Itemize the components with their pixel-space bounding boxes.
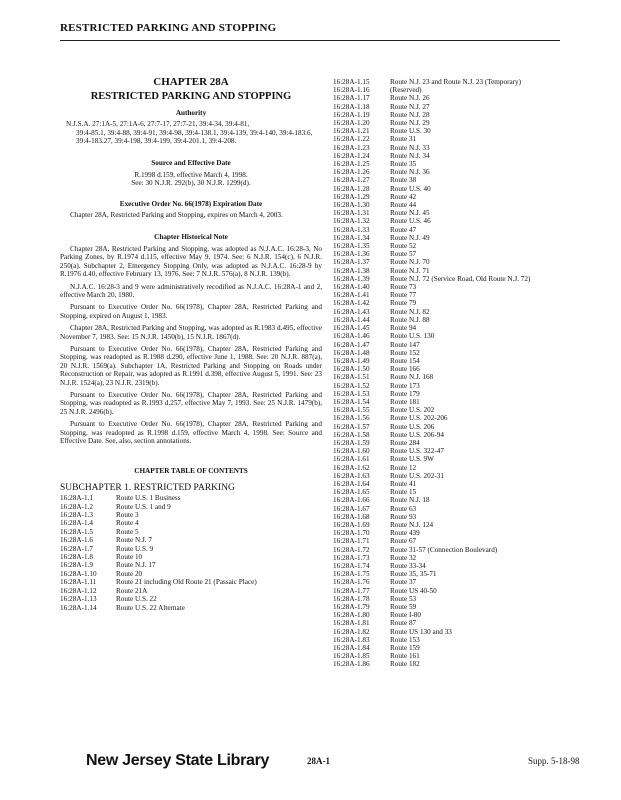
toc-section-number: 16:28A-1.69 — [333, 520, 370, 529]
right-column — [333, 78, 593, 669]
subchapter-title: SUBCHAPTER 1. RESTRICTED PARKING — [60, 482, 235, 493]
toc-section-title: Route N.J. 18 — [390, 496, 430, 505]
toc-section-number: 16:28A-1.32 — [333, 217, 370, 226]
toc-section-title: Route 154 — [390, 356, 420, 365]
toc-section-title: Route N.J. 88 — [390, 315, 430, 324]
toc-entry — [333, 431, 593, 439]
toc-section-number: 16:28A-1.4 — [60, 519, 93, 528]
toc-entry — [333, 644, 593, 652]
toc-entry — [333, 570, 593, 578]
toc-section-title: Route 73 — [390, 283, 417, 292]
toc-section-number: 16:28A-1.56 — [333, 414, 370, 423]
toc-section-title: Route N.J. 7 — [116, 536, 152, 545]
toc-section-title: Route U.S. 206-94 — [390, 430, 444, 439]
toc-entry — [60, 587, 322, 595]
toc-section-title: Route 10 — [116, 553, 143, 562]
source-line-2: See: 30 N.J.R. 292(b), 30 N.J.R. 1299(d). — [131, 179, 251, 188]
toc-entry — [333, 94, 593, 102]
toc-section-title: Route US 130 and 33 — [390, 627, 452, 636]
toc-section-title: Route 159 — [390, 644, 420, 653]
toc-section-number: 16:28A-1.71 — [333, 537, 370, 546]
toc-entry — [333, 496, 593, 504]
toc-entry — [333, 135, 593, 143]
toc-section-number: 16:28A-1.20 — [333, 119, 370, 128]
toc-section-title: Route 12 — [390, 463, 417, 472]
toc-entry — [60, 519, 322, 527]
toc-section-title: Route 3 — [116, 511, 139, 520]
toc-section-number: 16:28A-1.67 — [333, 504, 370, 513]
authority-heading: Authority — [175, 108, 207, 117]
toc-section-title: Route 182 — [390, 660, 420, 669]
toc-entry — [333, 209, 593, 217]
toc-entry — [333, 628, 593, 636]
toc-section-title: Route 42 — [390, 192, 417, 201]
toc-entry — [333, 86, 593, 94]
toc-right-list — [333, 78, 593, 669]
toc-section-number: 16:28A-1.42 — [333, 299, 370, 308]
toc-section-number: 16:28A-1.13 — [60, 595, 97, 604]
toc-section-title: Route 53 — [390, 594, 417, 603]
toc-section-number: 16:28A-1.47 — [333, 340, 370, 349]
toc-heading: CHAPTER TABLE OF CONTENTS — [134, 467, 248, 476]
toc-section-number: 16:28A-1.10 — [60, 569, 97, 578]
toc-section-number: 16:28A-1.5 — [60, 527, 93, 536]
toc-entry — [333, 160, 593, 168]
chapter-number: CHAPTER 28A — [153, 76, 229, 88]
toc-section-title: Route U.S. 1 and 9 — [116, 502, 171, 511]
toc-entry — [333, 152, 593, 160]
toc-section-number: 16:28A-1.79 — [333, 603, 370, 611]
footer-library-name: New Jersey State Library — [86, 752, 270, 769]
toc-entry — [333, 349, 593, 357]
toc-entry — [333, 439, 593, 447]
exec-order-heading: Executive Order No. 66(1978) Expiration Date — [119, 199, 263, 208]
history-paragraph: Chapter 28A, Restricted Parking and Stopping, was adopted as N.J.A.C. 16:28-3, No Parking Zones, by R.1974 d.115, effective May 9, 1974. See: 6 N.J.R. 154(c), 6 N.J.R. 250(a). Subchapter 2, Emergency Stopping Only, was adopted as N.J.A.C. 16:28-9 by R.1976 d.40, effective February 13, 1976. See: 7 N.J.R. 576(a), 8 N.J.R. 139(b). — [60, 244, 322, 279]
toc-section-number: 16:28A-1.48 — [333, 348, 370, 357]
toc-section-title: Route 439 — [390, 529, 420, 538]
toc-section-title: Route 147 — [390, 340, 420, 349]
toc-section-number: 16:28A-1.63 — [333, 471, 370, 480]
toc-section-title: Route 33-34 — [390, 561, 426, 570]
toc-entry — [333, 144, 593, 152]
toc-section-title: Route 38 — [390, 176, 417, 185]
history-notes — [60, 245, 322, 446]
toc-entry — [333, 332, 593, 340]
toc-entry — [333, 111, 593, 119]
toc-section-title: Route 77 — [390, 291, 417, 300]
toc-entry — [333, 537, 593, 545]
toc-entry — [60, 561, 322, 569]
toc-entry — [333, 595, 593, 603]
toc-section-number: 16:28A-1.46 — [333, 332, 370, 341]
toc-section-number: 16:28A-1.61 — [333, 455, 370, 464]
toc-section-number: 16:28A-1.59 — [333, 438, 370, 447]
toc-entry — [333, 521, 593, 529]
toc-entry — [333, 201, 593, 209]
toc-section-title: Route 67 — [390, 537, 417, 546]
toc-section-title: (Reserved) — [390, 86, 422, 95]
footer-supplement-date: Supp. 5-18-98 — [528, 756, 580, 766]
toc-section-number: 16:28A-1.25 — [333, 160, 370, 169]
toc-entry — [60, 578, 322, 586]
toc-section-title: Route N.J. 28 — [390, 110, 430, 119]
history-paragraph: Pursuant to Executive Order No. 66(1978), Chapter 28A, Restricted Parking and Stopping, was readopted as R.1998 d.159, effective March 4, 1998. See: Source and Effective Date. See, also, section annotations. — [60, 420, 322, 445]
toc-section-title: Route 47 — [390, 225, 417, 234]
toc-entry — [60, 528, 322, 536]
toc-section-title: Route N.J. 26 — [390, 94, 430, 103]
toc-entry — [333, 78, 593, 86]
toc-section-title: Route U.S. 202 — [390, 406, 435, 415]
toc-entry — [333, 382, 593, 390]
toc-entry — [333, 250, 593, 258]
toc-section-number: 16:28A-1.12 — [60, 586, 97, 595]
toc-section-number: 16:28A-1.64 — [333, 479, 370, 488]
toc-section-number: 16:28A-1.15 — [333, 78, 370, 86]
toc-section-number: 16:28A-1.21 — [333, 127, 370, 136]
toc-section-number: 16:28A-1.40 — [333, 283, 370, 292]
toc-section-number: 16:28A-1.31 — [333, 209, 370, 218]
toc-entry — [333, 414, 593, 422]
toc-section-number: 16:28A-1.52 — [333, 381, 370, 390]
toc-section-title: Route N.J. 45 — [390, 209, 430, 218]
toc-section-number: 16:28A-1.22 — [333, 135, 370, 144]
toc-section-title: Route 79 — [390, 299, 417, 308]
toc-section-number: 16:28A-1.73 — [333, 553, 370, 562]
toc-entry — [333, 234, 593, 242]
chapter-title: RESTRICTED PARKING AND STOPPING — [90, 91, 292, 103]
toc-section-title: Route U.S. 22 Alternate — [116, 603, 185, 612]
toc-entry — [60, 595, 322, 603]
toc-entry — [60, 545, 322, 553]
toc-section-title: Route U.S. 22 — [116, 595, 157, 604]
toc-section-title: Route N.J. 124 — [390, 520, 434, 529]
toc-section-number: 16:28A-1.83 — [333, 635, 370, 644]
toc-entry — [333, 554, 593, 562]
toc-section-title: Route 181 — [390, 397, 420, 406]
toc-section-title: Route 32 — [390, 553, 417, 562]
toc-entry — [333, 357, 593, 365]
toc-section-title: Route 31-57 (Connection Boulevard) — [390, 545, 498, 554]
toc-section-title: Route 179 — [390, 389, 420, 398]
toc-section-number: 16:28A-1.77 — [333, 586, 370, 595]
history-paragraph: Pursuant to Executive Order No. 66(1978), Chapter 28A, Restricted Parking and Stopping, was readopted as R.1988 d.290, effective June 1, 1988. See: 20 N.J.R. 887(a), 20 N.J.R. 1569(a). Subchapter 1A, Restricted Parking and Stopping on Roads under Reconstruction or Repair, was adopted as R.1991 d.398, effective August 5, 1991. See: 23 N.J.R. 1524(a), 23 N.J.R. 2319(b). — [60, 344, 322, 387]
toc-section-number: 16:28A-1.35 — [333, 242, 370, 251]
toc-entry — [333, 464, 593, 472]
toc-section-number: 16:28A-1.39 — [333, 274, 370, 283]
toc-section-number: 16:28A-1.54 — [333, 397, 370, 406]
toc-section-title: Route U.S. 46 — [390, 217, 431, 226]
toc-section-number: 16:28A-1.36 — [333, 250, 370, 259]
toc-entry — [333, 365, 593, 373]
toc-section-title: Route N.J. 34 — [390, 151, 430, 160]
toc-section-number: 16:28A-1.9 — [60, 561, 93, 570]
toc-section-title: Route N.J. 71 — [390, 266, 430, 275]
toc-section-number: 16:28A-1.62 — [333, 463, 370, 472]
toc-section-title: Route N.J. 23 and Route N.J. 23 (Temporary) — [390, 78, 522, 86]
toc-section-title: Route N.J. 17 — [116, 561, 156, 570]
toc-section-title: Route U.S. 206 — [390, 422, 435, 431]
toc-section-title: Route N.J. 72 (Service Road, Old Route N.J. 72) — [390, 274, 531, 283]
toc-entry — [60, 494, 322, 502]
toc-entry — [333, 398, 593, 406]
toc-section-title: Route N.J. 33 — [390, 143, 430, 152]
toc-entry — [333, 603, 593, 611]
running-head: RESTRICTED PARKING AND STOPPING — [60, 22, 277, 34]
footer-page-number: 28A-1 — [307, 756, 330, 766]
toc-section-number: 16:28A-1.17 — [333, 94, 370, 103]
toc-entry — [333, 660, 593, 668]
toc-section-number: 16:28A-1.57 — [333, 422, 370, 431]
toc-entry — [333, 119, 593, 127]
toc-section-title: Route 59 — [390, 603, 417, 611]
toc-entry — [60, 570, 322, 578]
toc-section-title: Route U.S. 9 — [116, 544, 154, 553]
toc-entry — [333, 258, 593, 266]
toc-section-number: 16:28A-1.49 — [333, 356, 370, 365]
toc-section-number: 16:28A-1.29 — [333, 192, 370, 201]
toc-entry — [333, 275, 593, 283]
toc-entry — [333, 291, 593, 299]
toc-section-title: Route U.S. 30 — [390, 127, 431, 136]
toc-section-title: Route U.S. 322-47 — [390, 447, 444, 456]
toc-entry — [333, 226, 593, 234]
toc-entry — [333, 242, 593, 250]
toc-section-title: Route 57 — [390, 250, 417, 259]
toc-entry — [333, 488, 593, 496]
history-paragraph: Pursuant to Executive Order No. 66(1978), Chapter 28A, Restricted Parking and Stopping, was readopted as R.1993 d.257, effective May 7, 1993. See: 25 N.J.R. 1479(b), 25 N.J.R. 2496(b). — [60, 390, 322, 416]
toc-section-number: 16:28A-1.6 — [60, 536, 93, 545]
toc-entry — [333, 373, 593, 381]
toc-section-number: 16:28A-1.33 — [333, 225, 370, 234]
toc-section-number: 16:28A-1.85 — [333, 652, 370, 661]
toc-section-number: 16:28A-1.38 — [333, 266, 370, 275]
toc-entry — [333, 176, 593, 184]
toc-entry — [333, 587, 593, 595]
toc-section-title: Route 94 — [390, 324, 417, 333]
toc-section-title: Route N.J. 70 — [390, 258, 430, 267]
toc-section-number: 16:28A-1.76 — [333, 578, 370, 587]
toc-entry — [333, 168, 593, 176]
toc-entry — [333, 103, 593, 111]
toc-entry — [333, 217, 593, 225]
toc-section-number: 16:28A-1.23 — [333, 143, 370, 152]
toc-section-number: 16:28A-1.41 — [333, 291, 370, 300]
toc-section-number: 16:28A-1.11 — [60, 578, 97, 587]
toc-section-title: Route 21 including Old Route 21 (Passaic Place) — [116, 578, 257, 587]
toc-section-title: Route U.S. 130 — [390, 332, 435, 341]
toc-section-number: 16:28A-1.68 — [333, 512, 370, 521]
toc-section-number: 16:28A-1.16 — [333, 86, 370, 95]
toc-entry — [333, 324, 593, 332]
toc-entry — [333, 619, 593, 627]
toc-section-title: Route 44 — [390, 201, 417, 210]
toc-section-number: 16:28A-1.26 — [333, 168, 370, 177]
history-paragraph: Chapter 28A, Restricted Parking and Stopping, was adopted as R.1983 d.495, effective November 7, 1983. See: 15 N.J.R. 1450(b), 15 N.J.R. 1867(d). — [60, 324, 322, 341]
toc-section-title: Route N.J. 36 — [390, 168, 430, 177]
toc-section-title: Route US 40-50 — [390, 586, 437, 595]
toc-entry — [60, 511, 322, 519]
toc-entry — [333, 652, 593, 660]
toc-section-title: Route 37 — [390, 578, 417, 587]
toc-entry — [333, 447, 593, 455]
toc-entry — [333, 611, 593, 619]
toc-section-title: Route 166 — [390, 365, 420, 374]
toc-left-list — [60, 494, 322, 612]
toc-entry — [60, 553, 322, 561]
toc-section-number: 16:28A-1.81 — [333, 619, 370, 628]
authority-text — [60, 120, 322, 145]
toc-entry — [333, 193, 593, 201]
toc-entry — [333, 316, 593, 324]
toc-section-title: Route 35 — [390, 160, 417, 169]
toc-section-number: 16:28A-1.84 — [333, 644, 370, 653]
toc-section-number: 16:28A-1.18 — [333, 102, 370, 111]
toc-section-number: 16:28A-1.37 — [333, 258, 370, 267]
toc-section-number: 16:28A-1.1 — [60, 494, 93, 503]
toc-section-title: Route 153 — [390, 635, 420, 644]
history-heading: Chapter Historical Note — [154, 233, 228, 242]
toc-entry — [333, 185, 593, 193]
toc-section-title: Route 20 — [116, 569, 143, 578]
toc-entry — [333, 390, 593, 398]
toc-section-title: Route N.J. 82 — [390, 307, 430, 316]
toc-section-number: 16:28A-1.65 — [333, 488, 370, 497]
toc-section-number: 16:28A-1.60 — [333, 447, 370, 456]
toc-section-title: Route U.S. 40 — [390, 184, 431, 193]
toc-section-title: Route 173 — [390, 381, 420, 390]
toc-section-title: Route U.S. 9W — [390, 455, 434, 464]
toc-section-number: 16:28A-1.75 — [333, 570, 370, 579]
toc-section-number: 16:28A-1.19 — [333, 110, 370, 119]
toc-entry — [333, 423, 593, 431]
toc-section-title: Route 41 — [390, 479, 417, 488]
toc-section-number: 16:28A-1.14 — [60, 603, 97, 612]
toc-section-number: 16:28A-1.27 — [333, 176, 370, 185]
history-paragraph: Pursuant to Executive Order No. 66(1978), Chapter 28A, Restricted Parking and Stopping, expired on August 1, 1983. — [60, 303, 322, 320]
toc-section-number: 16:28A-1.7 — [60, 544, 93, 553]
toc-entry — [333, 636, 593, 644]
toc-section-title: Route U.S. 202-206 — [390, 414, 448, 423]
toc-section-title: Route N.J. 49 — [390, 233, 430, 242]
toc-entry — [333, 472, 593, 480]
toc-section-title: Route 35, 35-71 — [390, 570, 437, 579]
toc-entry — [333, 308, 593, 316]
toc-section-number: 16:28A-1.45 — [333, 324, 370, 333]
toc-entry — [333, 578, 593, 586]
toc-section-number: 16:28A-1.82 — [333, 627, 370, 636]
exec-order-text: Chapter 28A, Restricted Parking and Stopping, expires on March 4, 2003. — [70, 211, 283, 220]
toc-entry — [333, 127, 593, 135]
toc-section-number: 16:28A-1.8 — [60, 553, 93, 562]
toc-section-title: Route N.J. 168 — [390, 373, 434, 382]
toc-section-number: 16:28A-1.44 — [333, 315, 370, 324]
toc-section-number: 16:28A-1.55 — [333, 406, 370, 415]
toc-section-title: Route 31 — [390, 135, 417, 144]
toc-entry — [60, 536, 322, 544]
toc-section-title: Route 161 — [390, 652, 420, 661]
toc-section-title: Route 52 — [390, 242, 417, 251]
toc-entry — [333, 406, 593, 414]
authority-text-line-1: N.J.S.A. 27:1A-5, 27:1A-6, 27:7-17, 27:7-21, 39:4-34, 39:4-81, — [66, 120, 250, 129]
toc-section-number: 16:28A-1.74 — [333, 561, 370, 570]
toc-entry — [60, 604, 322, 612]
toc-section-number: 16:28A-1.86 — [333, 660, 370, 669]
source-line-1: R.1998 d.159, effective March 4, 1998. — [134, 170, 248, 179]
toc-section-title: Route U.S. 1 Business — [116, 494, 181, 503]
toc-section-number: 16:28A-1.66 — [333, 496, 370, 505]
toc-entry — [333, 505, 593, 513]
toc-section-title: Route 63 — [390, 504, 417, 513]
toc-section-title: Route 15 — [390, 488, 417, 497]
toc-section-title: Route U.S. 202-31 — [390, 471, 444, 480]
toc-entry — [333, 455, 593, 463]
toc-entry — [333, 562, 593, 570]
toc-section-number: 16:28A-1.58 — [333, 430, 370, 439]
toc-entry — [333, 267, 593, 275]
toc-section-title: Route I-80 — [390, 611, 421, 620]
toc-section-number: 16:28A-1.51 — [333, 373, 370, 382]
toc-entry — [333, 529, 593, 537]
toc-entry — [333, 341, 593, 349]
toc-section-title: Route 152 — [390, 348, 420, 357]
toc-entry — [333, 283, 593, 291]
toc-section-number: 16:28A-1.30 — [333, 201, 370, 210]
toc-section-title: Route 21A — [116, 586, 148, 595]
toc-section-number: 16:28A-1.53 — [333, 389, 370, 398]
toc-section-number: 16:28A-1.78 — [333, 594, 370, 603]
toc-entry — [60, 503, 322, 511]
toc-section-number: 16:28A-1.70 — [333, 529, 370, 538]
history-paragraph: N.J.A.C. 16:28-3 and 9 were administratively recodified as N.J.A.C. 16:28A-1 and 2, effective March 20, 1980. — [60, 282, 322, 299]
toc-section-number: 16:28A-1.2 — [60, 502, 93, 511]
toc-section-number: 16:28A-1.34 — [333, 233, 370, 242]
toc-section-title: Route 4 — [116, 519, 139, 528]
left-column — [60, 78, 322, 612]
toc-section-number: 16:28A-1.28 — [333, 184, 370, 193]
toc-section-number: 16:28A-1.24 — [333, 151, 370, 160]
authority-text-line-2: 39:4-85.1, 39:4-88, 39:4-91, 39:4-98, 39:4-138.1, 39:4-139, 39:4-140, 39:4-183.6, 39:4-183.27, 39:4-198, 39:4-199, 39:4-201.1, 39:4-208. — [76, 128, 313, 146]
toc-section-number: 16:28A-1.43 — [333, 307, 370, 316]
toc-section-title: Route 93 — [390, 512, 417, 521]
toc-section-title: Route 5 — [116, 527, 139, 536]
toc-section-number: 16:28A-1.72 — [333, 545, 370, 554]
toc-section-number: 16:28A-1.3 — [60, 511, 93, 520]
toc-section-title: Route N.J. 27 — [390, 102, 430, 111]
toc-entry — [333, 546, 593, 554]
toc-entry — [333, 480, 593, 488]
toc-section-title: Route 87 — [390, 619, 417, 628]
toc-entry — [333, 513, 593, 521]
toc-section-number: 16:28A-1.50 — [333, 365, 370, 374]
toc-entry — [333, 299, 593, 307]
source-heading: Source and Effective Date — [151, 159, 231, 168]
toc-section-title: Route N.J. 29 — [390, 119, 430, 128]
toc-section-number: 16:28A-1.80 — [333, 611, 370, 620]
header-rule — [60, 40, 560, 41]
toc-section-title: Route 284 — [390, 438, 420, 447]
